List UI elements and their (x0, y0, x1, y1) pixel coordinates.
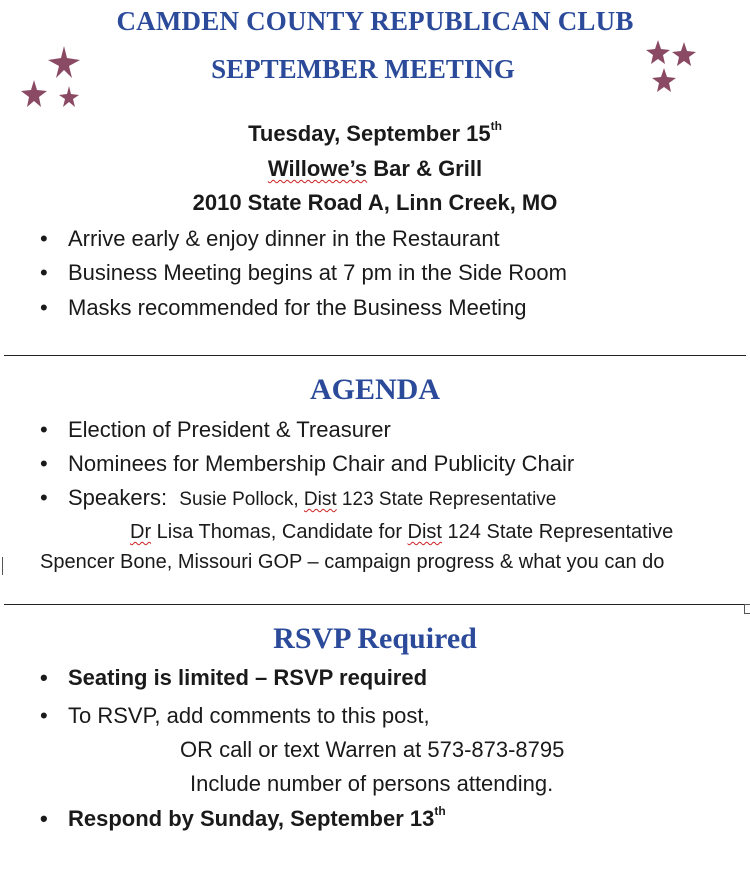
bullet-icon: • (40, 703, 48, 728)
speaker-2-title: Dr (130, 521, 152, 543)
meeting-date-text: Tuesday, September 15 (248, 121, 491, 146)
rsvp-deadline (40, 806, 446, 832)
speaker-3: Spencer Bone, Missouri GOP – campaign progress & what you can do (40, 551, 665, 573)
detail-item (40, 226, 500, 252)
meeting-date (0, 121, 750, 147)
meeting-title-heading: SEPTEMBER MEETING (211, 54, 515, 84)
speaker-1-dist: Dist (303, 489, 337, 510)
club-name-heading: CAMDEN COUNTY REPUBLICAN CLUB (116, 6, 634, 36)
rsvp-item-text: To RSVP, add comments to this post, (68, 703, 430, 728)
bullet-icon: • (40, 485, 48, 510)
detail-text: Arrive early & enjoy dinner in the Restaurant (68, 226, 500, 251)
venue-name-misspelled: Willowe’s (267, 156, 368, 181)
rsvp-attendees-line: Include number of persons attending. (190, 771, 554, 796)
rsvp-item-text: Seating is limited – RSVP required (68, 665, 428, 690)
detail-text: Business Meeting begins at 7 pm in the Side Room (68, 260, 567, 285)
section-divider (4, 355, 746, 356)
speaker-1-name: Susie Pollock, (179, 489, 304, 510)
meeting-venue (0, 156, 750, 182)
agenda-heading: AGENDA (309, 373, 440, 406)
star-icon (59, 86, 79, 107)
margin-mark (744, 604, 750, 614)
meeting-address: 2010 State Road A, Linn Creek, MO (192, 190, 558, 215)
speaker-1-role: 123 State Representative (336, 489, 557, 510)
bullet-icon: • (40, 260, 48, 285)
agenda-item-text: Election of President & Treasurer (68, 417, 391, 442)
margin-mark (2, 557, 3, 575)
bullet-icon: • (40, 451, 48, 476)
date-ordinal-suffix: th (490, 119, 502, 133)
agenda-item-text: Nominees for Membership Chair and Publicity Chair (68, 451, 575, 476)
rsvp-item (40, 665, 427, 691)
detail-text: Masks recommended for the Business Meeting (68, 295, 527, 320)
agenda-item (40, 417, 391, 443)
speaker-2-dist: Dist (407, 521, 442, 543)
venue-rest: Bar & Grill (367, 156, 483, 181)
rsvp-deadline-text: Respond by Sunday, September 13 (68, 806, 435, 831)
rsvp-phone-line: OR call or text Warren at 573-873-8795 (180, 737, 565, 762)
speaker-2-role: 124 State Representative (442, 521, 674, 543)
speaker-2-name: Lisa Thomas, Candidate for (151, 521, 408, 543)
detail-item (40, 260, 567, 286)
bullet-icon: • (40, 295, 48, 320)
rsvp-item (40, 703, 430, 729)
speakers-label: Speakers: (68, 485, 168, 510)
bullet-icon: • (40, 806, 48, 831)
speaker-2 (130, 521, 673, 544)
agenda-item (40, 451, 574, 477)
bullet-icon: • (40, 226, 48, 251)
rsvp-heading: RSVP Required (273, 622, 477, 655)
bullet-icon: • (40, 665, 48, 690)
bullet-icon: • (40, 417, 48, 442)
agenda-speakers (40, 485, 556, 511)
speaker-1 (179, 489, 556, 510)
deadline-ordinal-suffix: th (434, 804, 446, 818)
section-divider (4, 604, 746, 605)
detail-item (40, 295, 527, 321)
